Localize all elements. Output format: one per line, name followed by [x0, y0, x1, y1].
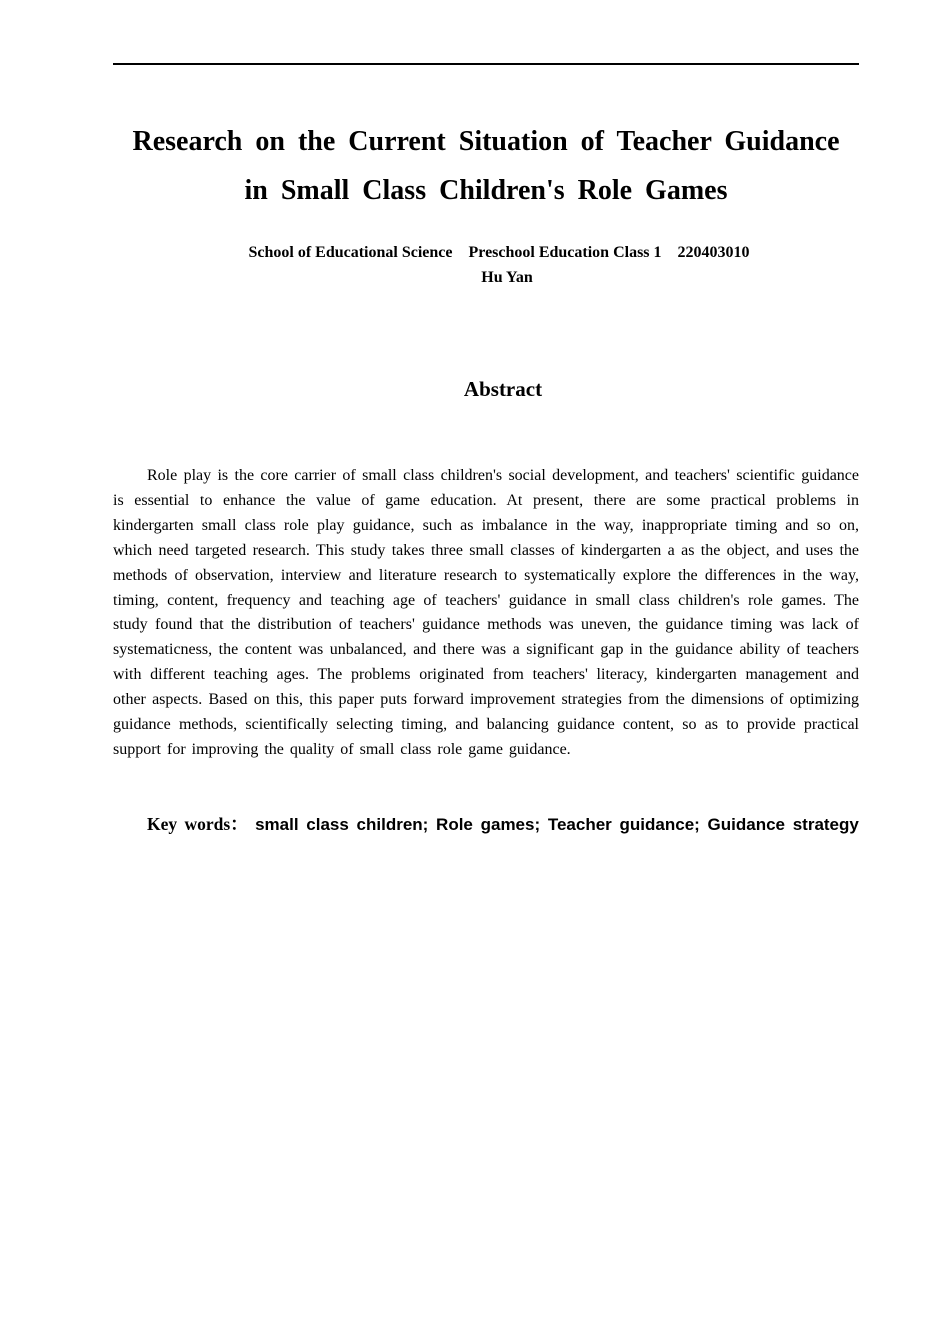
abstract-heading: Abstract: [463, 377, 543, 401]
header-rule: [113, 63, 859, 65]
keywords-text: small class children; Role games; Teacher guidance; Guidance strategy: [255, 815, 859, 834]
abstract-body: Role play is the core carrier of small class children's social development, and teachers' scientific guidance is essential to enhance the value of game education. At present, there are some practical problems in kindergarten small class role play guidance, such as imbalance in the way, inappropriate timing and so on, which need targeted research. This study takes three small classes of kindergarten a as the object, and uses the methods of observation, interview and literature research to systematically explore the differences in the way, timing, content, frequency and teaching age of teachers' guidance in small class children's role games. The study found that the distribution of teachers' guidance methods was uneven, the guidance timing was lack of systematicness, the content was unbalanced, and there was a significant gap in the guidance ability of teachers with different teaching ages. The problems originated from teachers' literacy, kindergarten management and other aspects. Based on this, this paper puts forward improvement strategies from the dimensions of optimizing guidance methods, scientifically selecting timing, and balancing guidance content, so as to provide practical support for improving the quality of small class role game guidance.: [113, 467, 859, 758]
keywords: [113, 812, 859, 837]
paper-title-line-1: Research on the Current Situation of Teacher Guidance: [132, 126, 840, 157]
author-block: [113, 240, 859, 290]
paper-title: [113, 117, 859, 215]
paper-title-line-2: in Small Class Children's Role Games: [244, 175, 728, 206]
author-name: Hu Yan: [481, 269, 533, 286]
keywords-label: Key words：: [147, 814, 248, 834]
author-affiliation: School of Educational Science Preschool Education Class 1 220403010: [248, 244, 750, 261]
